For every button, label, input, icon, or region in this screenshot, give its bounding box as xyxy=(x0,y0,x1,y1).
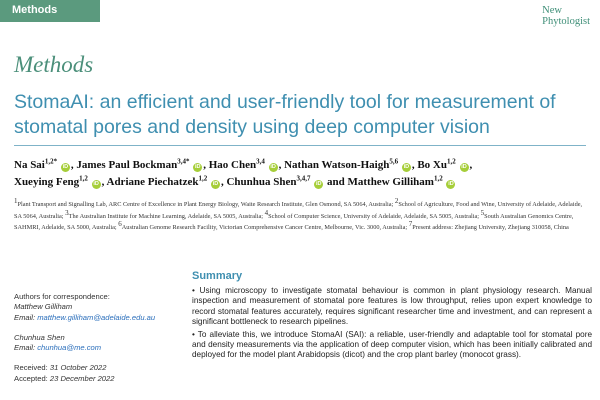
author-sup: 1,2 xyxy=(447,157,456,166)
orcid-icon[interactable]: iD xyxy=(315,181,322,187)
author-name: Na Sai xyxy=(14,159,45,171)
affiliation: School of Computer Science, University of Adelaide, Adelaide, SA 5005, Australia; xyxy=(268,212,480,220)
journal-logo[interactable] xyxy=(542,5,590,27)
affiliation-num: 6 xyxy=(118,219,122,228)
author-sup: 1,2 xyxy=(198,174,208,183)
journal-logo-line1: New xyxy=(542,5,562,16)
affiliation: Plant Transport and Signalling Lab, ARC Centre of Excellence in Plant Energy Biology, Waite Research Institute, Glen Osmond, SA 5064, Australia; xyxy=(17,201,394,208)
accepted-label: Accepted: xyxy=(14,373,50,383)
article-title: StomaAI: an efficient and user-friendly tool for measurement of stomatal pores and density using deep computer vision xyxy=(14,91,556,138)
banner-label: Methods xyxy=(12,4,58,16)
affiliation-num: 4 xyxy=(264,208,269,217)
correspondence-author-name: Matthew Gilliham xyxy=(14,302,73,312)
affiliation-num: 2 xyxy=(394,196,399,205)
orcid-icon[interactable]: iD xyxy=(93,181,99,187)
affiliation-num: 7 xyxy=(408,219,413,228)
author[interactable] xyxy=(107,176,208,188)
author-sup: 3,4 xyxy=(256,157,265,166)
section-banner xyxy=(0,0,100,22)
author[interactable] xyxy=(417,159,455,171)
author-name: Matthew Gilliham xyxy=(347,176,434,188)
divider xyxy=(14,145,586,146)
author-sup: 3,4* xyxy=(177,157,190,166)
author-list: Na Sai$^{1,2*}$ iD , James Paul Bockman$^{3,4*}$ iD , Hao Chen$^{3,4}$ iD , Nathan Watson-Haigh$^{5,6}$ iD , Bo Xu$^{1,2}$ iD , Xueying Feng$^{1,2}$ iD , Adriane Piechatzek$^{1,2}$ iD , Chunhua Shen$^{3,4,7}$ iD and Matthew Gilliham$^{1,2}$ iD xyxy=(14,157,473,188)
author-name: Nathan Watson-Haigh xyxy=(284,159,390,171)
summary-bullet: • To alleviate this, we introduce StomaAI (SAI): a reliable, user-friendly and adaptable tool for stomatal pore and density measurements via the application of deep computer vision, which has been initially calibrated and deployed for the model plant Arabidopsis (dicot) and the crop plant barley (monocot grass). xyxy=(192,329,593,360)
author-name: James Paul Bockman xyxy=(76,159,178,171)
affiliation: Present address: Zhejiang University, Zhejiang 310058, China xyxy=(412,224,569,231)
article-sidebar xyxy=(14,292,184,384)
author-sup: 3,4,7 xyxy=(296,174,311,183)
author[interactable] xyxy=(14,176,88,188)
author[interactable] xyxy=(14,159,57,171)
received-label: Received: xyxy=(14,363,50,373)
author-sup: 1,2 xyxy=(79,174,88,183)
summary-bullet-text: To alleviate this, we introduce StomaAI (SAI): a reliable, user-friendly and adaptable tool for stomatal pore and density measurements via the application of deep computer vision, which has been initially calibrated and deployed for the model plant Arabidopsis (dicot) and the crop plant barley (monocot grass). xyxy=(192,329,593,360)
author-sup: 5,6 xyxy=(389,157,399,166)
journal-logo-line2: Phytologist xyxy=(542,16,590,27)
accepted-date: 23 December 2022 xyxy=(49,373,115,383)
orcid-icon[interactable]: iD xyxy=(270,164,276,170)
summary-heading: Summary xyxy=(192,270,243,282)
email-label: Email: xyxy=(14,312,38,322)
author-name: Xueying Feng xyxy=(14,176,80,188)
author[interactable] xyxy=(284,159,398,171)
correspondence-author-name: Chunhua Shen xyxy=(14,332,65,342)
author-name: Bo Xu xyxy=(417,159,447,171)
affiliation: School of Agriculture, Food and Wine, University of Adelaide, Adelaide, SA 5064, Australia; xyxy=(14,201,583,220)
affiliation: The Australian Institute for Machine Learning, Adelaide, SA 5005, Australia; xyxy=(68,212,264,220)
orcid-icon[interactable]: iD xyxy=(194,164,201,170)
orcid-icon[interactable]: iD xyxy=(461,164,467,170)
correspondence-label: Authors for correspondence: xyxy=(14,292,110,301)
affiliations xyxy=(14,196,589,234)
affiliation-num: 5 xyxy=(480,208,485,217)
author-sup: 1,2 xyxy=(433,174,443,183)
summary-bullet: • Using microscopy to investigate stomatal behaviour is common in plant physiology research. Manual inspection and measurement of stomatal pore features is low throughput, relies upon expert knowledge to record stomatal features accurately, requires significant researcher time and investment, and can represent a significant bottleneck to research pipelines. xyxy=(192,286,592,327)
orcid-icon[interactable]: iD xyxy=(212,181,219,187)
author[interactable] xyxy=(347,176,442,188)
email-link[interactable]: matthew.gilliham@adelaide.edu.au xyxy=(37,312,156,322)
summary-body xyxy=(192,286,592,363)
author-name: Adriane Piechatzek xyxy=(106,176,199,188)
affiliation-num: 3 xyxy=(65,208,69,217)
email-link[interactable]: chunhua@me.com xyxy=(37,343,102,353)
author[interactable] xyxy=(226,176,310,188)
received-date: 31 October 2022 xyxy=(49,363,107,373)
affiliation: Australian Genome Research Facility, Victorian Comprehensive Cancer Centre, Melbourne, Vic. 3000, Australia; xyxy=(121,224,408,231)
orcid-icon[interactable]: iD xyxy=(62,164,69,170)
author-name: Hao Chen xyxy=(208,159,257,171)
orcid-icon[interactable]: iD xyxy=(448,181,454,187)
email-label: Email: xyxy=(14,343,38,353)
affiliation-num: 1 xyxy=(14,196,18,205)
author-name: Chunhua Shen xyxy=(226,176,297,188)
summary-bullet-text: Using microscopy to investigate stomatal behaviour is common in plant physiology research. Manual inspection and measurement of stomatal pore features is low throughput, relies upon expert knowledge to record stomatal features accurately, requires significant researcher time and investment, and can represent a significant bottleneck to research pipelines. xyxy=(192,286,592,327)
section-label: Methods xyxy=(14,52,94,77)
author[interactable] xyxy=(209,159,265,171)
author[interactable] xyxy=(76,159,189,171)
orcid-icon[interactable]: iD xyxy=(403,164,410,170)
affiliation: South Australian Genomics Centre, SAHMRI, Adelaide, SA 5000, Australia; xyxy=(14,212,574,231)
author-sup: 1,2* xyxy=(44,157,58,166)
